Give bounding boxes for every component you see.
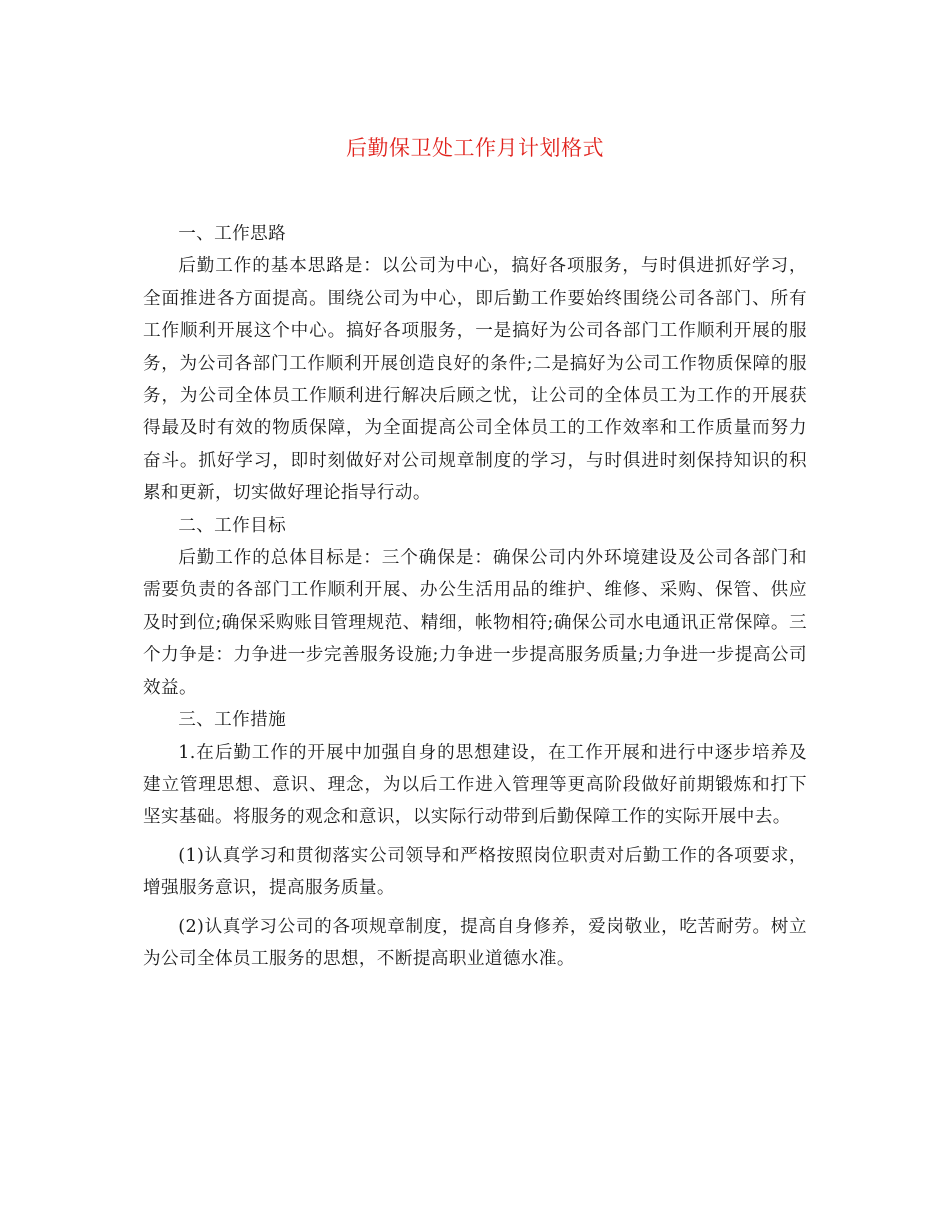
list-item-paragraph: (2)认真学习公司的各项规章制度，提高自身修养，爱岗敬业，吃苦耐劳。树立为公司全体员工服务的思想，不断提高职业道德水准。 xyxy=(143,916,807,969)
section-heading: 三、工作措施 xyxy=(178,710,287,731)
section-heading: 一、工作思路 xyxy=(178,224,287,244)
section-paragraph: 后勤工作的总体目标是：三个确保是：确保公司内外环境建设及公司各部门和需要负责的各部门工作顺利开展、办公生活用品的维护、维修、采购、保管、供应及时到位;确保采购账目管理规范、精细，帐物相符;确保公司水电通讯正常保障。三个力争是：力争进一步完善服务设施;力争进一步提高服务质量;力争进一步提高公司效益。 xyxy=(143,548,807,698)
section-heading: 二、工作目标 xyxy=(178,515,287,536)
document-body xyxy=(143,218,807,975)
list-item-paragraph: (1)认真学习和贯彻落实公司领导和严格按照岗位职责对后勤工作的各项要求，增强服务意识，提高服务质量。 xyxy=(143,845,807,899)
document-title: 后勤保卫处工作月计划格式 xyxy=(346,136,604,160)
section-paragraph: 1.在后勤工作的开展中加强自身的思想建设，在工作开展和进行中逐步培养及建立管理思想、意识、理念，为以后工作进入管理等更高阶段做好前期锻炼和打下坚实基础。将服务的观念和意识，以实际行动带到后勤保障工作的实际开展中去。 xyxy=(143,742,807,828)
section-paragraph: 后勤工作的基本思路是：以公司为中心，搞好各项服务，与时俱进抓好学习，全面推进各方面提高。围绕公司为中心，即后勤工作要始终围绕公司各部门、所有工作顺利开展这个中心。搞好各项服务，一是搞好为公司各部门工作顺利开展的服务，为公司各部门工作顺利开展创造良好的条件;二是搞好为公司工作物质保障的服务，为公司全体员工作顺利进行解决后顾之忧，让公司的全体员工为工作的开展获得最及时有效的物质保障，为全面提高公司全体员工的工作效率和工作质量而努力奋斗。抓好学习，即时刻做好对公司规章制度的学习，与时俱进时刻保持知识的积累和更新，切实做好理论指导行动。 xyxy=(143,256,807,504)
